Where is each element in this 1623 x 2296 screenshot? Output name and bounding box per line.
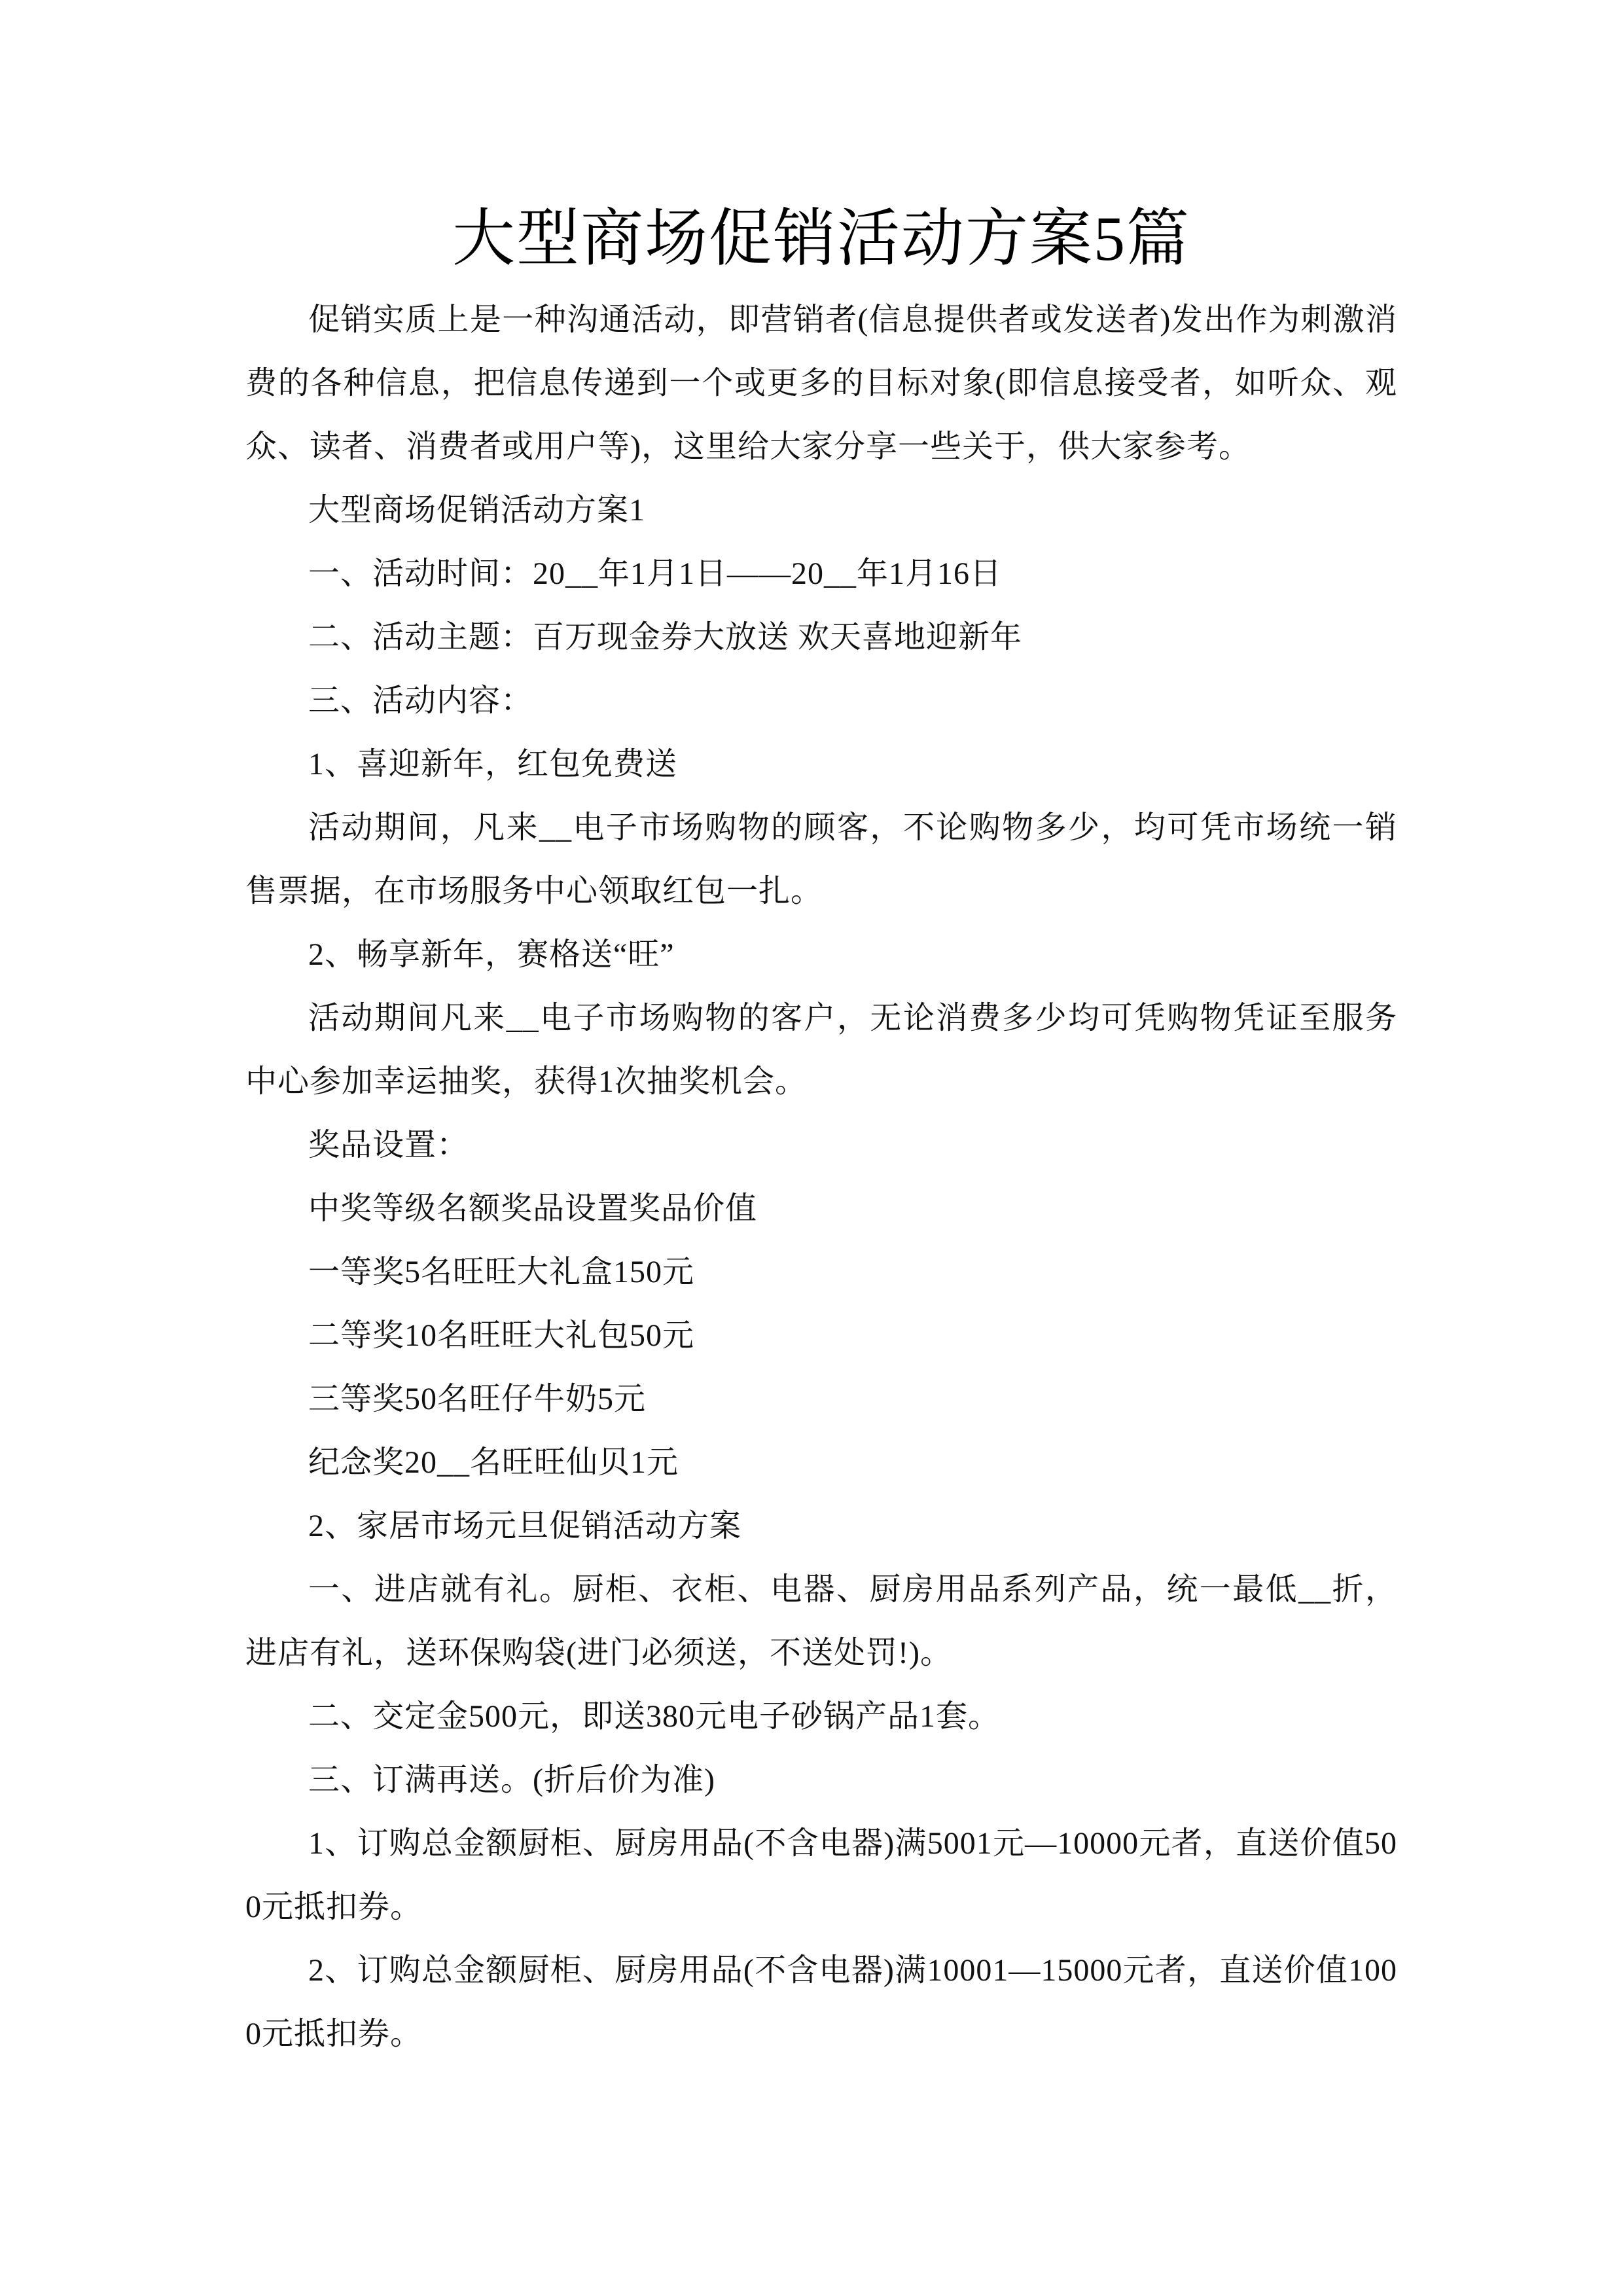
plan-2-spend-more-heading: 三、订满再送。(折后价为准) <box>308 1763 715 1797</box>
activity-content-heading: 三、活动内容： <box>308 683 533 718</box>
section-heading-plan-2: 2、家居市场元旦促销活动方案 <box>308 1509 742 1543</box>
intro-paragraph: 促销实质上是一种沟通活动，即营销者(信息提供者或发送者)发出作为刺激消费的各种信息，把信息传递到一个或更多的目标对象(即信息接受者，如听众、观众、读者、消费者或用户等)，这里给大家分享一些关于，供大家参考。 <box>245 302 1397 464</box>
plan-2-gift-on-entry: 一、进店就有礼。厨柜、衣柜、电器、厨房用品系列产品，统一最低__折，进店有礼，送环保购袋(进门必须送，不送处罚!)。 <box>245 1572 1397 1670</box>
activity-theme: 二、活动主题：百万现金券大放送 欢天喜地迎新年 <box>308 620 1023 655</box>
section-heading-plan-1: 大型商场促销活动方案1 <box>308 493 646 528</box>
prize-row-second: 二等奖10名旺旺大礼包50元 <box>308 1318 695 1353</box>
document-title: 大型商场促销活动方案5篇 <box>452 204 1190 274</box>
prize-row-souvenir: 纪念奖20__名旺旺仙贝1元 <box>308 1445 679 1480</box>
item-lucky-draw-body: 活动期间凡来__电子市场购物的客户，无论消费多少均可凭购物凭证至服务中心参加幸运抽奖，获得1次抽奖机会。 <box>245 1001 1397 1099</box>
item-red-envelope-body: 活动期间，凡来__电子市场购物的顾客，不论购物多少，均可凭市场统一销售票据，在市场服务中心领取红包一扎。 <box>245 810 1397 908</box>
prize-settings-heading: 奖品设置： <box>308 1128 469 1162</box>
plan-2-deposit-offer: 二、交定金500元，即送380元电子砂锅产品1套。 <box>308 1699 1001 1734</box>
activity-time: 一、活动时间：20__年1月1日——20__年1月16日 <box>308 556 1003 591</box>
item-red-envelope-heading: 1、喜迎新年，红包免费送 <box>308 747 678 781</box>
item-lucky-draw-heading: 2、畅享新年，赛格送“旺” <box>308 937 675 972</box>
prize-row-first: 一等奖5名旺旺大礼盒150元 <box>308 1255 695 1289</box>
plan-2-tier-2: 2、订购总金额厨柜、厨房用品(不含电器)满10001—15000元者，直送价值1000元抵扣券。 <box>245 1953 1397 2051</box>
prize-table-header: 中奖等级名额奖品设置奖品价值 <box>308 1191 758 1226</box>
document-body <box>245 288 1397 2066</box>
prize-row-third: 三等奖50名旺仔牛奶5元 <box>308 1382 647 1416</box>
plan-2-tier-1: 1、订购总金额厨柜、厨房用品(不含电器)满5001元—10000元者，直送价值500元抵扣券。 <box>245 1826 1397 1924</box>
